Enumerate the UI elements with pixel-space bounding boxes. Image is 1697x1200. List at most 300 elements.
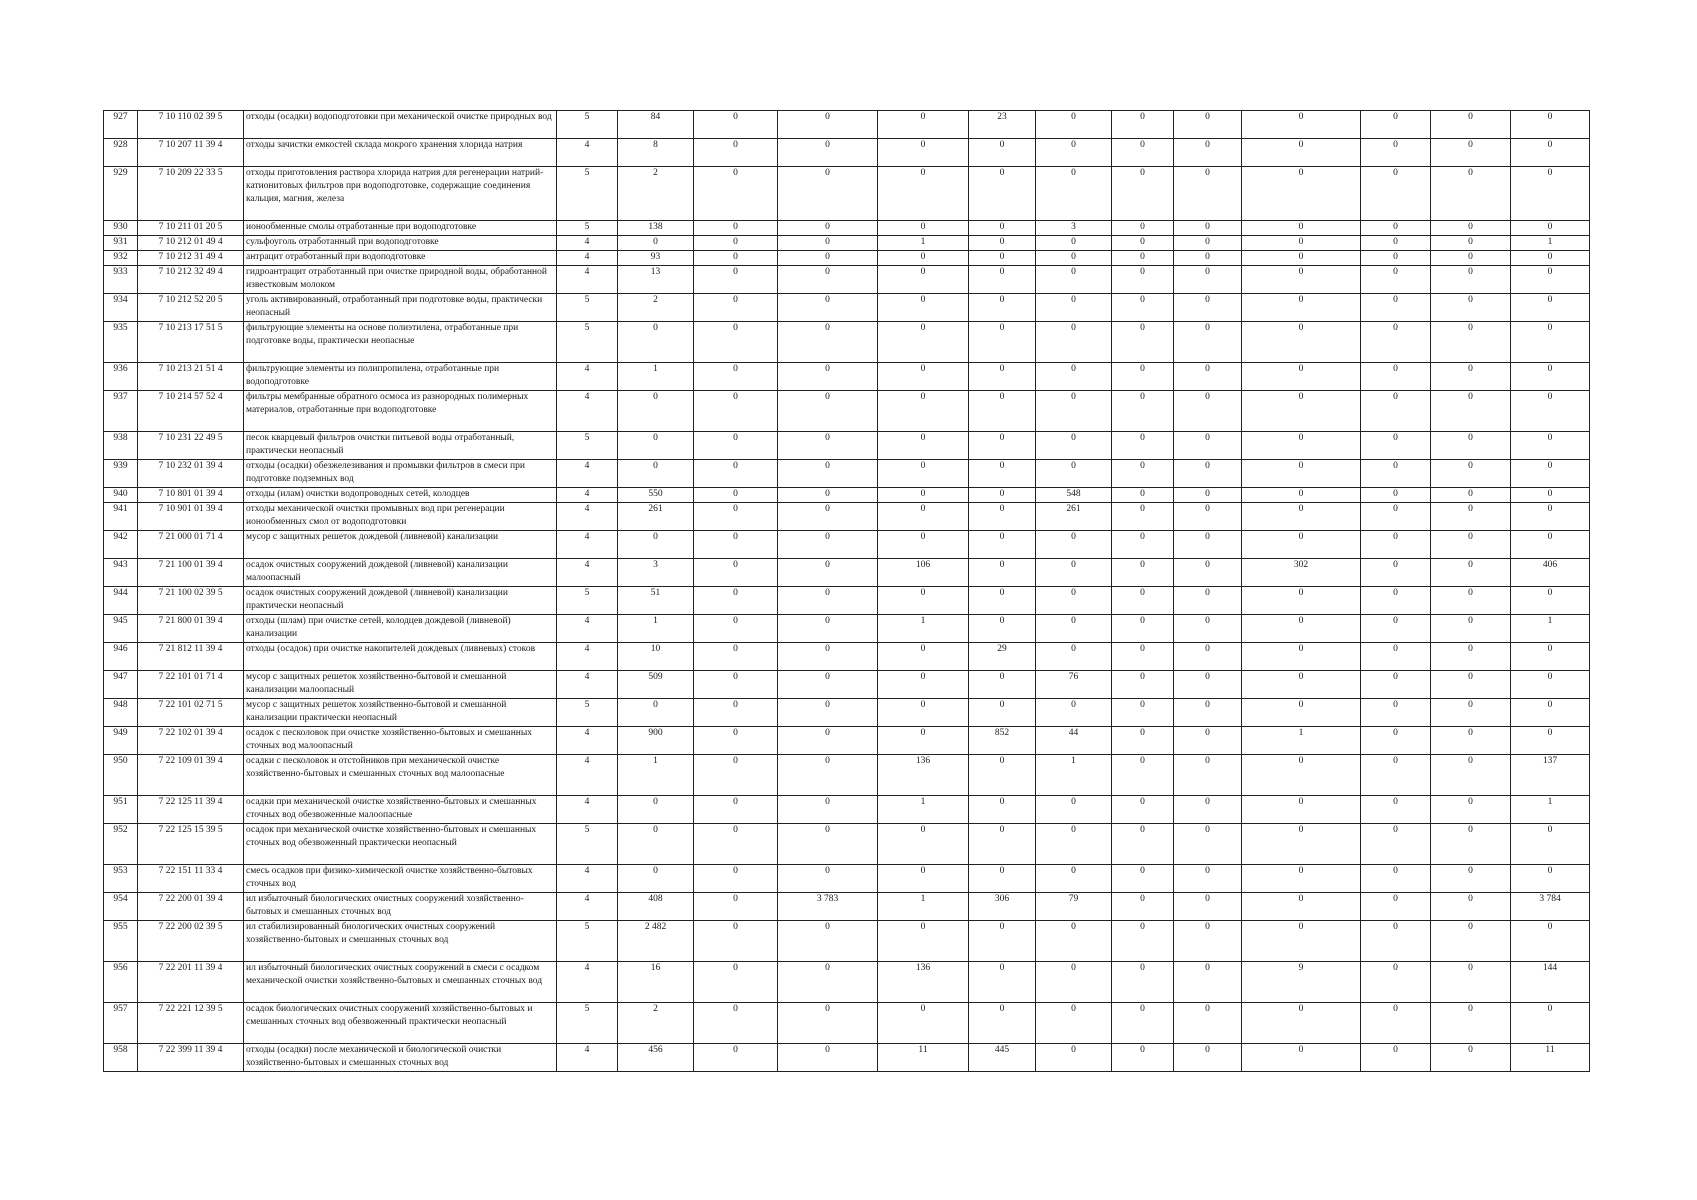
value-cell: 0: [1112, 111, 1174, 139]
value-cell: 0: [969, 1003, 1036, 1044]
value-cell: 261: [1036, 503, 1112, 531]
value-cell: 0: [1361, 921, 1431, 962]
value-cell: 0: [969, 363, 1036, 391]
fkko-code-cell: 7 10 213 21 51 4: [138, 363, 244, 391]
fkko-code-cell: 7 22 200 02 39 5: [138, 921, 244, 962]
value-cell: 4: [557, 615, 618, 643]
value-cell: 1: [618, 615, 694, 643]
value-cell: 0: [694, 167, 778, 221]
waste-name-cell: отходы (осадок) при очистке накопителей дождевых (ливневых) стоков: [244, 643, 557, 671]
value-cell: 3 783: [778, 893, 878, 921]
value-cell: 4: [557, 893, 618, 921]
value-cell: 2: [618, 1003, 694, 1044]
value-cell: 0: [1174, 391, 1242, 432]
value-cell: 0: [1036, 294, 1112, 322]
value-cell: 0: [1112, 139, 1174, 167]
value-cell: 0: [1174, 1044, 1242, 1072]
fkko-code-cell: 7 22 102 01 39 4: [138, 727, 244, 755]
value-cell: 0: [1174, 671, 1242, 699]
value-cell: 0: [1242, 391, 1361, 432]
row-number-cell: 950: [104, 755, 138, 796]
value-cell: 0: [618, 824, 694, 865]
value-cell: 4: [557, 363, 618, 391]
value-cell: 852: [969, 727, 1036, 755]
value-cell: 0: [1174, 139, 1242, 167]
value-cell: 0: [1036, 865, 1112, 893]
value-cell: 0: [1361, 139, 1431, 167]
value-cell: 0: [1431, 167, 1511, 221]
row-number-cell: 943: [104, 559, 138, 587]
value-cell: 0: [878, 432, 969, 460]
value-cell: 0: [778, 221, 878, 236]
value-cell: 5: [557, 294, 618, 322]
value-cell: 0: [1511, 294, 1590, 322]
value-cell: 0: [1511, 699, 1590, 727]
value-cell: 0: [1361, 962, 1431, 1003]
value-cell: 0: [1112, 488, 1174, 503]
table-row: [104, 391, 1590, 432]
fkko-code-cell: 7 10 214 57 52 4: [138, 391, 244, 432]
value-cell: 0: [1174, 921, 1242, 962]
value-cell: 0: [1431, 1044, 1511, 1072]
value-cell: 0: [1036, 432, 1112, 460]
value-cell: 0: [1361, 727, 1431, 755]
value-cell: 0: [969, 531, 1036, 559]
value-cell: 0: [1174, 1003, 1242, 1044]
value-cell: 0: [1511, 363, 1590, 391]
value-cell: 0: [969, 236, 1036, 251]
value-cell: 0: [1511, 531, 1590, 559]
table-row: [104, 727, 1590, 755]
value-cell: 0: [969, 615, 1036, 643]
value-cell: 0: [1112, 266, 1174, 294]
value-cell: 0: [618, 460, 694, 488]
value-cell: 0: [1361, 391, 1431, 432]
fkko-code-cell: 7 10 901 01 39 4: [138, 503, 244, 531]
value-cell: 0: [778, 727, 878, 755]
value-cell: 0: [878, 322, 969, 363]
value-cell: 0: [618, 531, 694, 559]
waste-name-cell: сульфоуголь отработанный при водоподготовке: [244, 236, 557, 251]
value-cell: 0: [878, 460, 969, 488]
value-cell: 0: [1511, 824, 1590, 865]
value-cell: 0: [878, 294, 969, 322]
waste-name-cell: отходы (осадки) после механической и биологической очистки хозяйственно-бытовых и смешанных сточных вод: [244, 1044, 557, 1072]
value-cell: 5: [557, 1003, 618, 1044]
table-row: [104, 488, 1590, 503]
value-cell: 0: [878, 488, 969, 503]
table-row: [104, 167, 1590, 221]
value-cell: 0: [778, 322, 878, 363]
value-cell: 5: [557, 322, 618, 363]
value-cell: 0: [1242, 503, 1361, 531]
row-number-cell: 929: [104, 167, 138, 221]
value-cell: 406: [1511, 559, 1590, 587]
value-cell: 0: [878, 363, 969, 391]
value-cell: 0: [969, 796, 1036, 824]
value-cell: 0: [1431, 893, 1511, 921]
value-cell: 0: [969, 587, 1036, 615]
value-cell: 144: [1511, 962, 1590, 1003]
value-cell: 0: [1112, 893, 1174, 921]
value-cell: 0: [694, 251, 778, 266]
value-cell: 0: [878, 266, 969, 294]
value-cell: 0: [1361, 824, 1431, 865]
value-cell: 0: [778, 236, 878, 251]
value-cell: 0: [878, 531, 969, 559]
value-cell: 0: [618, 322, 694, 363]
table-row: [104, 432, 1590, 460]
value-cell: 0: [1511, 432, 1590, 460]
value-cell: 1: [878, 615, 969, 643]
value-cell: 0: [1174, 643, 1242, 671]
waste-name-cell: отходы (осадки) обезжелезивания и промывки фильтров в смеси при подготовке подземных вод: [244, 460, 557, 488]
waste-name-cell: отходы (шлам) при очистке сетей, колодцев дождевой (ливневой) канализации: [244, 615, 557, 643]
value-cell: 306: [969, 893, 1036, 921]
row-number-cell: 940: [104, 488, 138, 503]
value-cell: 0: [778, 1044, 878, 1072]
value-cell: 0: [1242, 294, 1361, 322]
value-cell: 5: [557, 111, 618, 139]
row-number-cell: 946: [104, 643, 138, 671]
table-row: [104, 796, 1590, 824]
table-row: [104, 1003, 1590, 1044]
value-cell: 0: [1242, 251, 1361, 266]
row-number-cell: 956: [104, 962, 138, 1003]
value-cell: 5: [557, 432, 618, 460]
value-cell: 0: [1242, 615, 1361, 643]
fkko-code-cell: 7 22 101 01 71 4: [138, 671, 244, 699]
value-cell: 0: [1511, 587, 1590, 615]
value-cell: 0: [1174, 755, 1242, 796]
fkko-code-cell: 7 21 000 01 71 4: [138, 531, 244, 559]
waste-name-cell: осадок очистных сооружений дождевой (ливневой) канализации практически неопасный: [244, 587, 557, 615]
row-number-cell: 949: [104, 727, 138, 755]
value-cell: 0: [1361, 1044, 1431, 1072]
value-cell: 4: [557, 391, 618, 432]
value-cell: 1: [878, 236, 969, 251]
fkko-code-cell: 7 22 125 11 39 4: [138, 796, 244, 824]
value-cell: 408: [618, 893, 694, 921]
value-cell: 0: [1112, 460, 1174, 488]
table-row: [104, 824, 1590, 865]
table-row: [104, 587, 1590, 615]
value-cell: 0: [1361, 796, 1431, 824]
value-cell: 0: [878, 1003, 969, 1044]
value-cell: 0: [1431, 488, 1511, 503]
value-cell: 4: [557, 503, 618, 531]
row-number-cell: 941: [104, 503, 138, 531]
fkko-code-cell: 7 22 125 15 39 5: [138, 824, 244, 865]
value-cell: 138: [618, 221, 694, 236]
row-number-cell: 952: [104, 824, 138, 865]
value-cell: 0: [1361, 587, 1431, 615]
value-cell: 0: [969, 559, 1036, 587]
value-cell: 0: [778, 167, 878, 221]
value-cell: 0: [1112, 615, 1174, 643]
value-cell: 548: [1036, 488, 1112, 503]
value-cell: 0: [1112, 755, 1174, 796]
value-cell: 0: [1361, 671, 1431, 699]
table-row: [104, 531, 1590, 559]
value-cell: 1: [618, 363, 694, 391]
value-cell: 0: [1174, 111, 1242, 139]
value-cell: 0: [1036, 322, 1112, 363]
value-cell: 0: [878, 671, 969, 699]
waste-name-cell: осадки с песколовок и отстойников при механической очистке хозяйственно-бытовых и смешанных сточных вод малоопасные: [244, 755, 557, 796]
value-cell: 0: [878, 111, 969, 139]
value-cell: 4: [557, 488, 618, 503]
value-cell: 0: [1511, 322, 1590, 363]
value-cell: 0: [778, 587, 878, 615]
value-cell: 0: [1112, 824, 1174, 865]
value-cell: 0: [969, 139, 1036, 167]
value-cell: 136: [878, 962, 969, 1003]
value-cell: 0: [1036, 111, 1112, 139]
value-cell: 1: [1511, 236, 1590, 251]
row-number-cell: 958: [104, 1044, 138, 1072]
value-cell: 0: [778, 460, 878, 488]
value-cell: 0: [1431, 615, 1511, 643]
table-row: [104, 865, 1590, 893]
waste-name-cell: отходы (илам) очистки водопроводных сетей, колодцев: [244, 488, 557, 503]
value-cell: 0: [618, 796, 694, 824]
row-number-cell: 948: [104, 699, 138, 727]
value-cell: 0: [1174, 796, 1242, 824]
row-number-cell: 938: [104, 432, 138, 460]
value-cell: 11: [878, 1044, 969, 1072]
value-cell: 0: [694, 962, 778, 1003]
table-row: [104, 322, 1590, 363]
value-cell: 0: [1036, 167, 1112, 221]
row-number-cell: 942: [104, 531, 138, 559]
value-cell: 0: [778, 796, 878, 824]
fkko-code-cell: 7 10 212 32 49 4: [138, 266, 244, 294]
value-cell: 0: [1242, 865, 1361, 893]
value-cell: 0: [1242, 699, 1361, 727]
row-number-cell: 951: [104, 796, 138, 824]
value-cell: 0: [1036, 1003, 1112, 1044]
value-cell: 23: [969, 111, 1036, 139]
waste-name-cell: отходы зачистки емкостей склада мокрого хранения хлорида натрия: [244, 139, 557, 167]
value-cell: 0: [1361, 236, 1431, 251]
row-number-cell: 944: [104, 587, 138, 615]
value-cell: 4: [557, 531, 618, 559]
value-cell: 0: [1174, 251, 1242, 266]
value-cell: 0: [1174, 559, 1242, 587]
table-row: [104, 266, 1590, 294]
value-cell: 4: [557, 796, 618, 824]
value-cell: 13: [618, 266, 694, 294]
value-cell: 0: [1036, 824, 1112, 865]
table-row: [104, 139, 1590, 167]
value-cell: 0: [969, 322, 1036, 363]
value-cell: 0: [1361, 865, 1431, 893]
value-cell: 0: [1036, 921, 1112, 962]
waste-table-page: [103, 110, 1590, 1072]
value-cell: 0: [1242, 488, 1361, 503]
value-cell: 0: [1361, 488, 1431, 503]
value-cell: 0: [1431, 587, 1511, 615]
value-cell: 0: [778, 488, 878, 503]
fkko-code-cell: 7 22 101 02 71 5: [138, 699, 244, 727]
table-row: [104, 755, 1590, 796]
value-cell: 0: [1036, 962, 1112, 1003]
table-row: [104, 643, 1590, 671]
value-cell: 3: [1036, 221, 1112, 236]
value-cell: 0: [618, 432, 694, 460]
value-cell: 0: [1174, 824, 1242, 865]
value-cell: 0: [778, 699, 878, 727]
waste-name-cell: уголь активированный, отработанный при подготовке воды, практически неопасный: [244, 294, 557, 322]
value-cell: 0: [1431, 796, 1511, 824]
value-cell: 16: [618, 962, 694, 1003]
row-number-cell: 931: [104, 236, 138, 251]
value-cell: 5: [557, 921, 618, 962]
waste-name-cell: ил избыточный биологических очистных сооружений в смеси с осадком механической очистки хозяйственно-бытовых и смешанных сточных вод: [244, 962, 557, 1003]
value-cell: 0: [1431, 111, 1511, 139]
value-cell: 0: [1174, 962, 1242, 1003]
table-row: [104, 111, 1590, 139]
value-cell: 0: [1242, 755, 1361, 796]
value-cell: 0: [1242, 1003, 1361, 1044]
value-cell: 0: [1431, 460, 1511, 488]
value-cell: 84: [618, 111, 694, 139]
value-cell: 0: [1511, 503, 1590, 531]
value-cell: 0: [1511, 671, 1590, 699]
value-cell: 0: [1431, 1003, 1511, 1044]
value-cell: 0: [1112, 962, 1174, 1003]
waste-table: [103, 110, 1590, 1072]
value-cell: 0: [1112, 699, 1174, 727]
value-cell: 0: [694, 559, 778, 587]
value-cell: 0: [969, 671, 1036, 699]
value-cell: 0: [1361, 460, 1431, 488]
value-cell: 4: [557, 559, 618, 587]
value-cell: 0: [778, 615, 878, 643]
table-row: [104, 1044, 1590, 1072]
value-cell: 0: [1174, 531, 1242, 559]
value-cell: 0: [1036, 251, 1112, 266]
value-cell: 0: [1174, 266, 1242, 294]
value-cell: 10: [618, 643, 694, 671]
fkko-code-cell: 7 10 110 02 39 5: [138, 111, 244, 139]
fkko-code-cell: 7 10 212 52 20 5: [138, 294, 244, 322]
value-cell: 509: [618, 671, 694, 699]
row-number-cell: 930: [104, 221, 138, 236]
value-cell: 0: [694, 796, 778, 824]
table-row: [104, 671, 1590, 699]
value-cell: 0: [694, 699, 778, 727]
value-cell: 0: [1036, 615, 1112, 643]
fkko-code-cell: 7 22 221 12 39 5: [138, 1003, 244, 1044]
value-cell: 0: [1174, 727, 1242, 755]
value-cell: 0: [1511, 488, 1590, 503]
value-cell: 0: [1112, 671, 1174, 699]
value-cell: 0: [694, 432, 778, 460]
value-cell: 0: [778, 363, 878, 391]
value-cell: 0: [969, 432, 1036, 460]
value-cell: 0: [1112, 559, 1174, 587]
value-cell: 0: [694, 139, 778, 167]
fkko-code-cell: 7 10 212 01 49 4: [138, 236, 244, 251]
value-cell: 0: [1511, 727, 1590, 755]
value-cell: 0: [878, 824, 969, 865]
value-cell: 4: [557, 755, 618, 796]
value-cell: 4: [557, 139, 618, 167]
value-cell: 0: [1174, 488, 1242, 503]
value-cell: 3 784: [1511, 893, 1590, 921]
value-cell: 0: [1431, 251, 1511, 266]
table-row: [104, 503, 1590, 531]
table-row: [104, 962, 1590, 1003]
waste-name-cell: мусор с защитных решеток хозяйственно-бытовой и смешанной канализации практически неопасный: [244, 699, 557, 727]
value-cell: 0: [1112, 503, 1174, 531]
table-row: [104, 921, 1590, 962]
value-cell: 0: [1112, 167, 1174, 221]
value-cell: 0: [778, 1003, 878, 1044]
value-cell: 0: [1036, 531, 1112, 559]
value-cell: 0: [878, 503, 969, 531]
value-cell: 0: [1361, 1003, 1431, 1044]
value-cell: 0: [969, 251, 1036, 266]
value-cell: 5: [557, 824, 618, 865]
row-number-cell: 932: [104, 251, 138, 266]
value-cell: 0: [969, 391, 1036, 432]
value-cell: 0: [1242, 796, 1361, 824]
value-cell: 0: [1174, 587, 1242, 615]
value-cell: 4: [557, 727, 618, 755]
row-number-cell: 954: [104, 893, 138, 921]
value-cell: 0: [778, 559, 878, 587]
value-cell: 0: [1112, 236, 1174, 251]
value-cell: 0: [969, 503, 1036, 531]
table-row: [104, 294, 1590, 322]
waste-name-cell: ил стабилизированный биологических очистных сооружений хозяйственно-бытовых и смешанных сточных вод: [244, 921, 557, 962]
value-cell: 1: [1036, 755, 1112, 796]
value-cell: 0: [1361, 699, 1431, 727]
value-cell: 0: [1361, 755, 1431, 796]
value-cell: 0: [618, 699, 694, 727]
value-cell: 302: [1242, 559, 1361, 587]
value-cell: 0: [969, 266, 1036, 294]
value-cell: 0: [1431, 266, 1511, 294]
value-cell: 0: [1174, 893, 1242, 921]
value-cell: 0: [1036, 363, 1112, 391]
value-cell: 0: [1431, 363, 1511, 391]
fkko-code-cell: 7 10 231 22 49 5: [138, 432, 244, 460]
value-cell: 0: [1112, 531, 1174, 559]
value-cell: 0: [878, 139, 969, 167]
value-cell: 0: [1361, 531, 1431, 559]
row-number-cell: 937: [104, 391, 138, 432]
value-cell: 0: [778, 294, 878, 322]
value-cell: 0: [1511, 251, 1590, 266]
value-cell: 4: [557, 962, 618, 1003]
value-cell: 0: [1361, 251, 1431, 266]
value-cell: 0: [694, 727, 778, 755]
value-cell: 0: [1174, 865, 1242, 893]
value-cell: 0: [1361, 559, 1431, 587]
value-cell: 0: [1174, 363, 1242, 391]
value-cell: 136: [878, 755, 969, 796]
value-cell: 0: [1174, 221, 1242, 236]
value-cell: 0: [1511, 865, 1590, 893]
value-cell: 0: [778, 962, 878, 1003]
value-cell: 4: [557, 671, 618, 699]
row-number-cell: 936: [104, 363, 138, 391]
value-cell: 0: [1036, 587, 1112, 615]
